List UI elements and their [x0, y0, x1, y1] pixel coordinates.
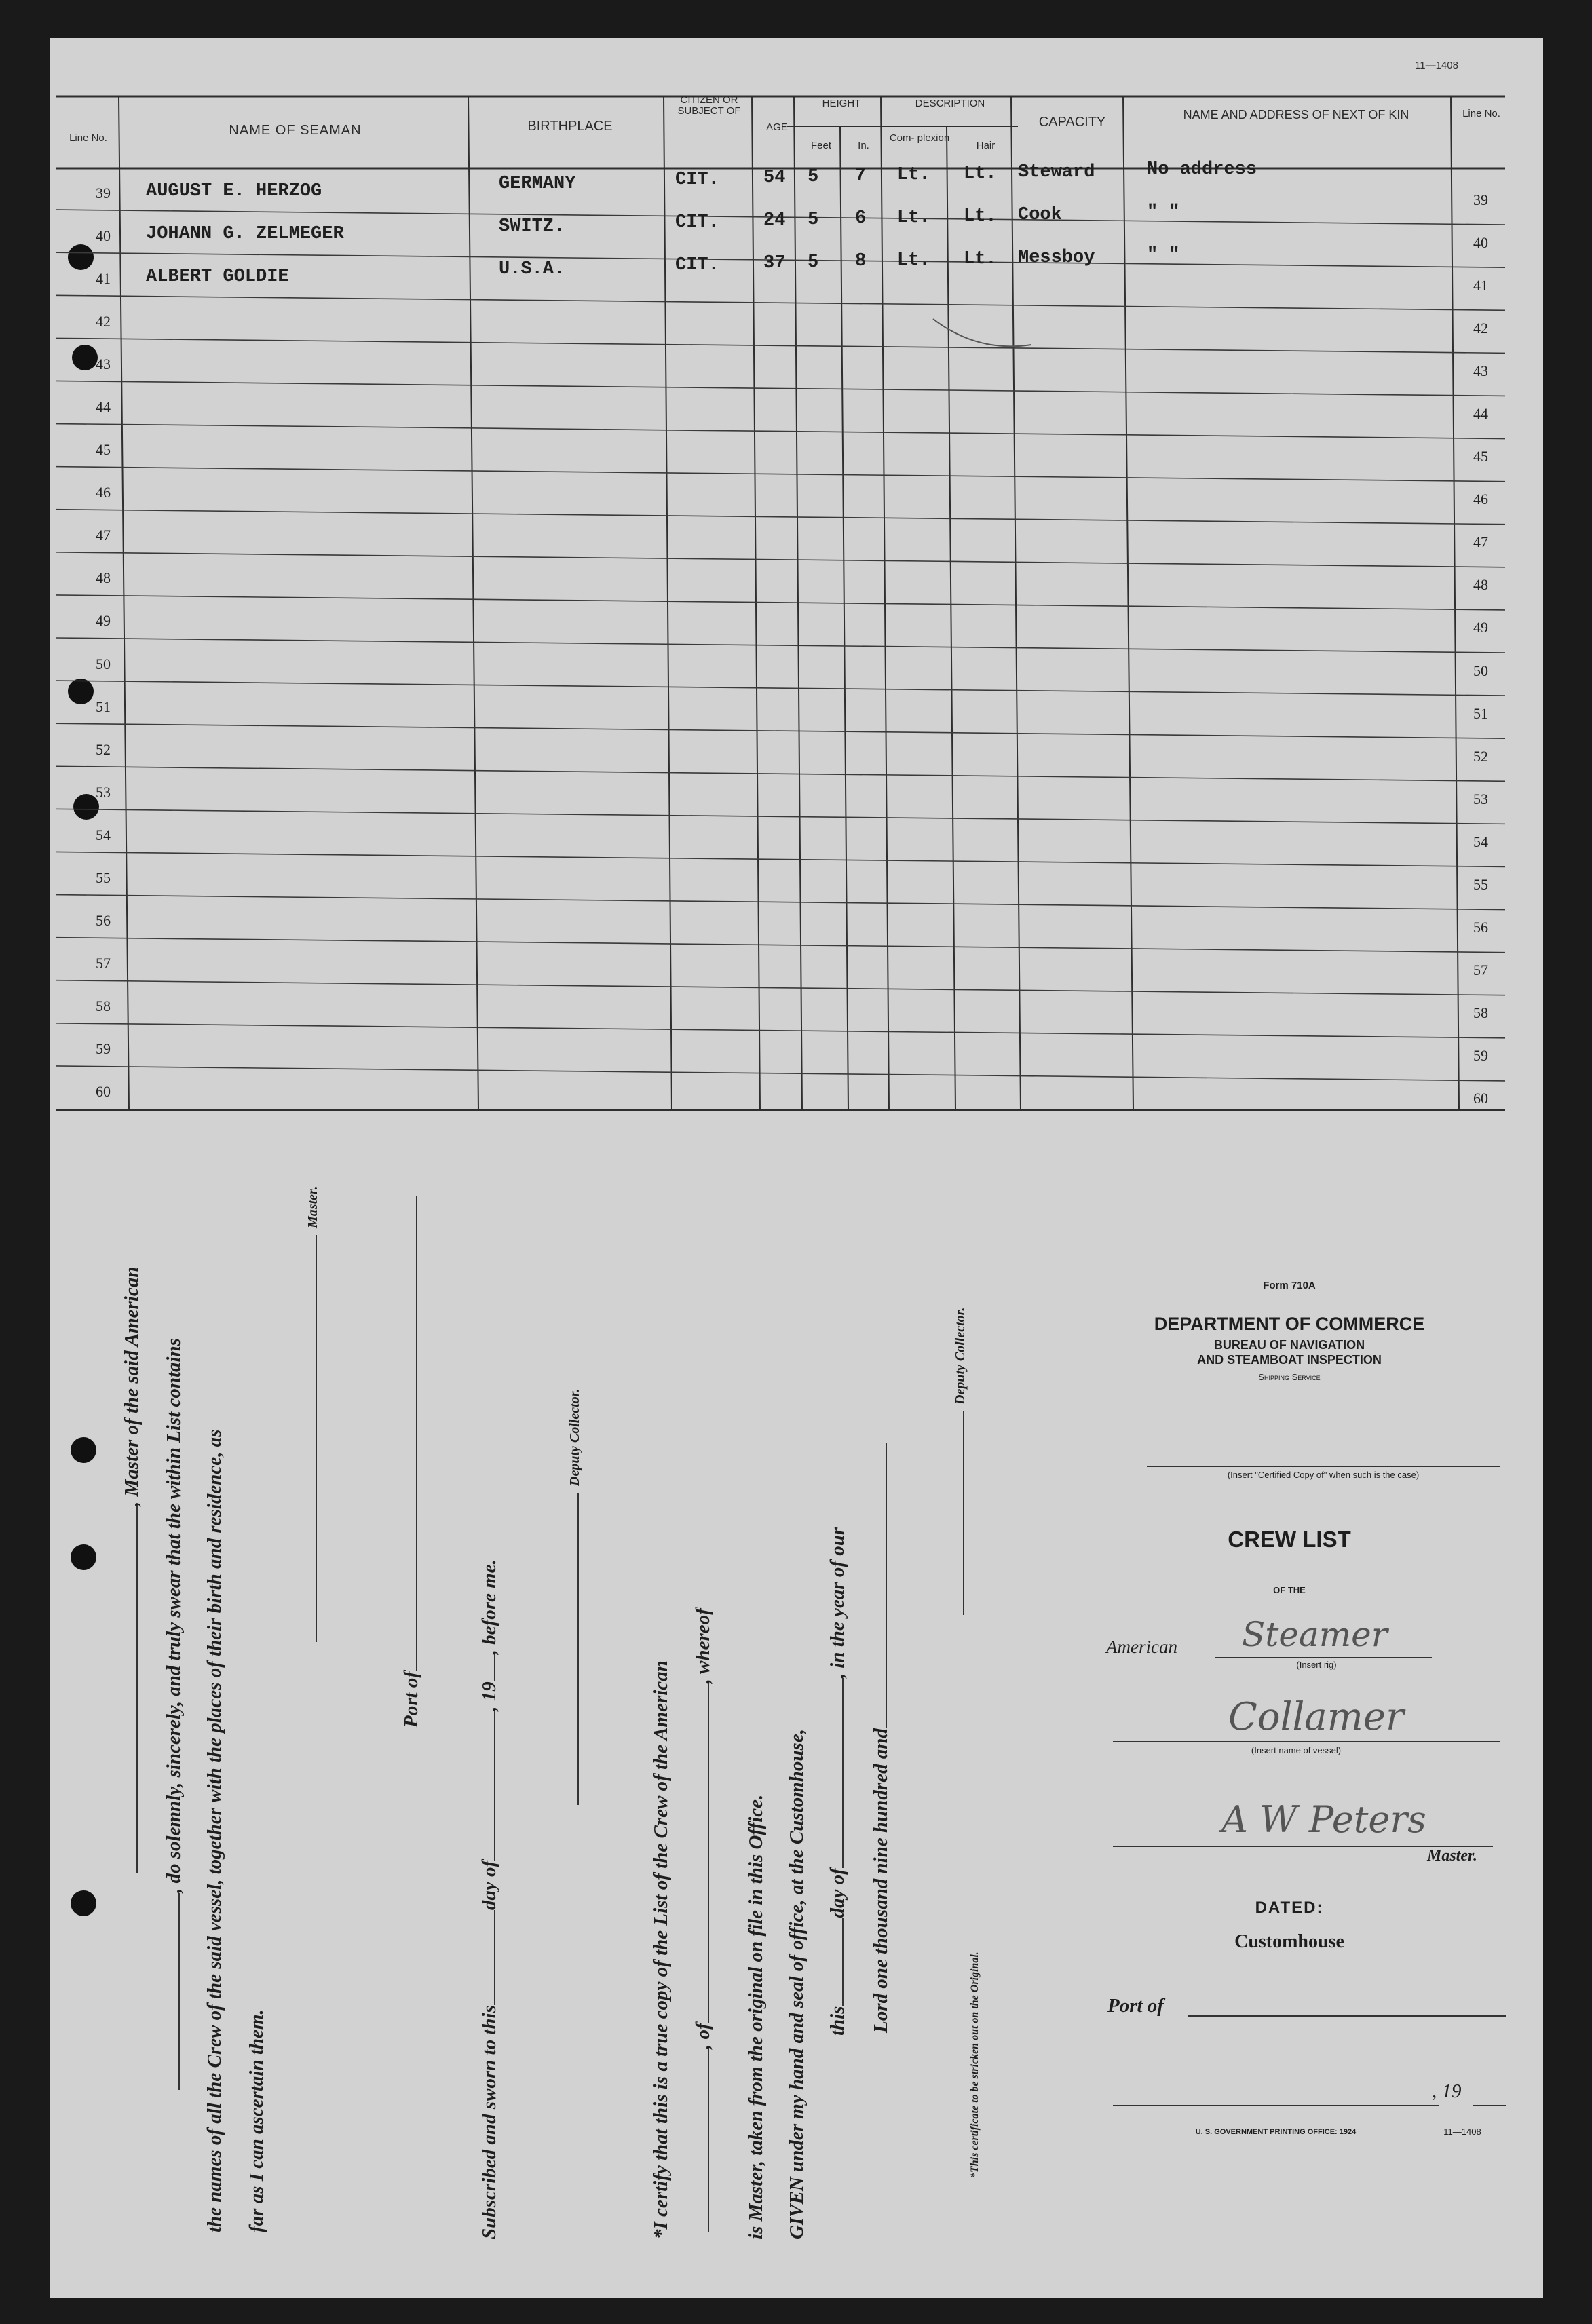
row-divider: [56, 295, 1505, 310]
line-number: 54: [96, 826, 111, 843]
row-divider: [56, 723, 1505, 738]
cover-vessel-value: Collamer: [1228, 1695, 1404, 1739]
line-number: 59: [96, 1040, 111, 1058]
cert-deputy-label: Deputy Collector.: [953, 1307, 968, 1405]
form-number: 11—1408: [1415, 60, 1458, 71]
line-number-right: 45: [1473, 448, 1488, 465]
cell-kin: No address: [1147, 159, 1257, 180]
cell-name: ALBERT GOLDIE: [146, 267, 289, 288]
line-number-right: 51: [1473, 704, 1488, 722]
cover-bureau1: BUREAU OF NAVIGATION: [1213, 1338, 1365, 1352]
cover-form-no: 11—1408: [1443, 2127, 1481, 2137]
cert-footnote: *This certificate to be stricken out on the Original.: [969, 1951, 981, 2178]
cover-insert-certified: (Insert "Certified Copy of" when such is the case): [1227, 1470, 1420, 1480]
oath-deputy-collector: [567, 1389, 583, 1805]
cover-date-line: [1113, 2105, 1439, 2106]
row-divider: [56, 895, 1505, 910]
line-number: 60: [96, 1083, 111, 1101]
cover-american: American: [1106, 1637, 1177, 1657]
cell-capacity: Messboy: [1018, 248, 1095, 269]
line-number-right: 55: [1473, 876, 1488, 893]
line-number-right: 39: [1473, 191, 1488, 208]
col-description: DESCRIPTION: [915, 98, 985, 109]
row-divider: [56, 381, 1505, 396]
line-number-right: 41: [1473, 276, 1488, 294]
cell-feet: 5: [808, 166, 819, 187]
line-number-right: 56: [1473, 919, 1488, 936]
cell-complexion: Lt.: [897, 250, 930, 271]
cert-this-day: [827, 1527, 849, 2036]
oath-deputy-label: Deputy Collector.: [567, 1388, 582, 1486]
line-number: 40: [96, 227, 111, 244]
col-birthplace: BIRTHPLACE: [527, 119, 613, 134]
cover-master-label: Master.: [1426, 1847, 1477, 1865]
line-number-right: 43: [1473, 362, 1488, 379]
cert-line1: *I certify that this is a true copy of the List of the Crew of the American: [650, 1660, 672, 2239]
cell-complexion: Lt.: [897, 207, 930, 228]
cell-kin: " ": [1147, 202, 1180, 223]
cell-age: 24: [763, 210, 786, 231]
cert-day-of: day of: [827, 1868, 848, 1918]
row-divider: [56, 1066, 1505, 1081]
line-number: 45: [96, 441, 111, 459]
oath-before-me: , before me.: [478, 1559, 500, 1655]
oath-master-signature: [305, 1186, 321, 1642]
row-divider: [56, 681, 1505, 696]
line-number: 56: [96, 912, 111, 930]
oath-subscribed-text: Subscribed and sworn to this: [478, 2005, 500, 2239]
cover-crew-list: CREW LIST: [1228, 1527, 1351, 1552]
row-divider: [56, 467, 1505, 482]
col-line-no-right: Line No.: [1462, 108, 1500, 119]
oath-do-solemnly-text: , do solemnly, sincerely, and truly swear that the within List contains: [163, 1337, 185, 1893]
oath-day-of: day of: [478, 1860, 500, 1911]
cert-of: , of: [692, 2023, 714, 2049]
cover-shipping: Shipping Service: [1258, 1372, 1321, 1382]
cell-birthplace: SWITZ.: [499, 216, 565, 237]
line-number: 55: [96, 869, 111, 886]
col-capacity: CAPACITY: [1038, 115, 1106, 130]
oath-nineteen: , 19: [478, 1681, 500, 1711]
cover-rig-line: [1215, 1657, 1432, 1658]
cell-complexion: Lt.: [897, 164, 930, 185]
oath-master-of: [121, 1267, 143, 1873]
cover-customhouse: Customhouse: [1234, 1931, 1344, 1952]
cover-rig-value: Steamer: [1242, 1615, 1388, 1654]
cert-deputy-collector: [953, 1308, 968, 1615]
cell-age: 54: [763, 168, 786, 189]
oath-master-of-text: , Master of the said American: [121, 1266, 143, 1506]
cover-insert-rig: (Insert rig): [1296, 1660, 1337, 1670]
cover-port-line: [1188, 2015, 1506, 2017]
line-number-right: 53: [1473, 790, 1488, 807]
cover-bureau2: AND STEAMBOAT INSPECTION: [1197, 1353, 1382, 1367]
row-divider: [56, 938, 1505, 953]
line-number: 43: [96, 355, 111, 373]
cover-port-of: Port of: [1107, 1995, 1164, 2017]
cell-capacity: Steward: [1018, 161, 1095, 183]
line-number: 51: [96, 698, 111, 715]
cover-vessel-line: [1113, 1741, 1500, 1742]
cert-given: GIVEN under my hand and seal of office, at the Customhouse,: [786, 1729, 808, 2239]
cover-department: DEPARTMENT OF COMMERCE: [1154, 1314, 1425, 1334]
col-complexion: Com- plexion: [889, 132, 950, 144]
cell-citizen: CIT.: [675, 255, 719, 276]
line-number: 52: [96, 740, 111, 758]
line-number-right: 49: [1473, 619, 1488, 636]
cert-this: this: [827, 2006, 848, 2036]
cover-insert-vessel: (Insert name of vessel): [1251, 1745, 1342, 1755]
oath-port-of: [400, 1196, 423, 1728]
cover-printing: U. S. GOVERNMENT PRINTING OFFICE: 1924: [1195, 2128, 1357, 2136]
line-number: 49: [96, 612, 111, 630]
line-number-right: 46: [1473, 491, 1488, 508]
cell-hair: Lt.: [964, 206, 997, 227]
col-inches: In.: [858, 140, 869, 151]
col-age: AGE: [766, 121, 788, 133]
oath-do-solemnly: [163, 1338, 185, 2090]
row-divider: [56, 552, 1505, 567]
col-hair: Hair: [976, 140, 996, 151]
row-divider: [56, 638, 1505, 653]
row-divider: [56, 980, 1505, 995]
cell-capacity: Cook: [1018, 205, 1062, 226]
row-divider: [56, 1023, 1505, 1038]
line-number-right: 54: [1473, 833, 1488, 850]
cert-year-of-our: , in the year of our: [827, 1527, 848, 1679]
line-number-right: 58: [1473, 1004, 1488, 1022]
row-divider: [56, 424, 1505, 439]
cover-of-the: OF THE: [1273, 1585, 1306, 1595]
line-number: 50: [96, 655, 111, 672]
col-feet: Feet: [810, 140, 831, 151]
cell-feet: 5: [808, 252, 819, 273]
cell-inches: 8: [855, 251, 867, 272]
cell-kin: " ": [1147, 244, 1180, 265]
line-number-right: 40: [1473, 233, 1488, 251]
line-number-right: 52: [1473, 747, 1488, 765]
cell-name: AUGUST E. HERZOG: [146, 181, 322, 202]
cert-lord: [870, 1443, 892, 2033]
oath-port-of-label: Port of: [400, 1671, 422, 1728]
col-height: HEIGHT: [822, 98, 861, 109]
cert-of-whereof: [692, 1608, 715, 2232]
cell-name: JOHANN G. ZELMEGER: [146, 224, 344, 245]
cert-whereof: , whereof: [692, 1608, 714, 1684]
cover-form: Form 710A: [1263, 1280, 1316, 1291]
cell-hair: Lt.: [964, 248, 997, 269]
cover-dated: DATED:: [1255, 1899, 1324, 1917]
line-number-right: 50: [1473, 662, 1488, 679]
cell-birthplace: U.S.A.: [499, 259, 565, 280]
cell-feet: 5: [808, 209, 819, 230]
line-number: 46: [96, 484, 111, 501]
oath-names-of: the names of all the Crew of the said vessel, together with the places of their birth and residence, as: [204, 1429, 225, 2232]
cell-inches: 7: [855, 166, 867, 187]
cell-hair: Lt.: [964, 163, 997, 184]
row-divider: [56, 852, 1505, 866]
cell-birthplace: GERMANY: [499, 173, 576, 194]
line-number: 41: [96, 269, 111, 287]
oath-subscribed: [478, 1559, 501, 2239]
line-number: 53: [96, 783, 111, 801]
col-line-no: Line No.: [69, 132, 107, 144]
cell-age: 37: [763, 253, 786, 274]
line-number-right: 48: [1473, 576, 1488, 594]
line-number: 39: [96, 184, 111, 202]
line-number-right: 59: [1473, 1047, 1488, 1065]
cover-nineteen: , 19: [1432, 2080, 1462, 2102]
row-divider: [56, 510, 1505, 525]
cell-inches: 6: [855, 208, 867, 229]
cert-lord-text: Lord one thousand nine hundred and: [870, 1728, 892, 2033]
cell-citizen: CIT.: [675, 170, 719, 191]
cell-citizen: CIT.: [675, 212, 719, 233]
col-name: NAME OF SEAMAN: [229, 123, 362, 138]
row-divider: [56, 595, 1505, 610]
line-number-right: 42: [1473, 319, 1488, 337]
oath-far-as: far as I can ascertain them.: [246, 2009, 267, 2232]
line-number: 47: [96, 527, 111, 544]
line-number: 44: [96, 398, 111, 415]
row-divider: [56, 809, 1505, 824]
line-number-right: 47: [1473, 533, 1488, 551]
col-next-of-kin: NAME AND ADDRESS OF NEXT OF KIN: [1183, 108, 1409, 121]
line-number-right: 57: [1473, 961, 1488, 979]
line-number: 57: [96, 955, 111, 972]
col-citizen: CITIZEN OR SUBJECT OF: [677, 94, 741, 117]
line-number: 48: [96, 569, 111, 587]
cover-year-line: [1473, 2105, 1506, 2106]
row-divider: [56, 766, 1505, 781]
line-number: 58: [96, 997, 111, 1015]
oath-master-label: Master.: [305, 1186, 320, 1228]
line-number-right: 60: [1473, 1090, 1488, 1107]
line-number-right: 44: [1473, 405, 1488, 422]
cert-line2: is Master, taken from the original on file in this Office.: [745, 1794, 767, 2239]
cover-master-value: A W Peters: [1221, 1798, 1426, 1841]
row-divider: [56, 338, 1505, 353]
cover-certified-line: [1147, 1466, 1500, 1467]
line-number: 42: [96, 312, 111, 330]
